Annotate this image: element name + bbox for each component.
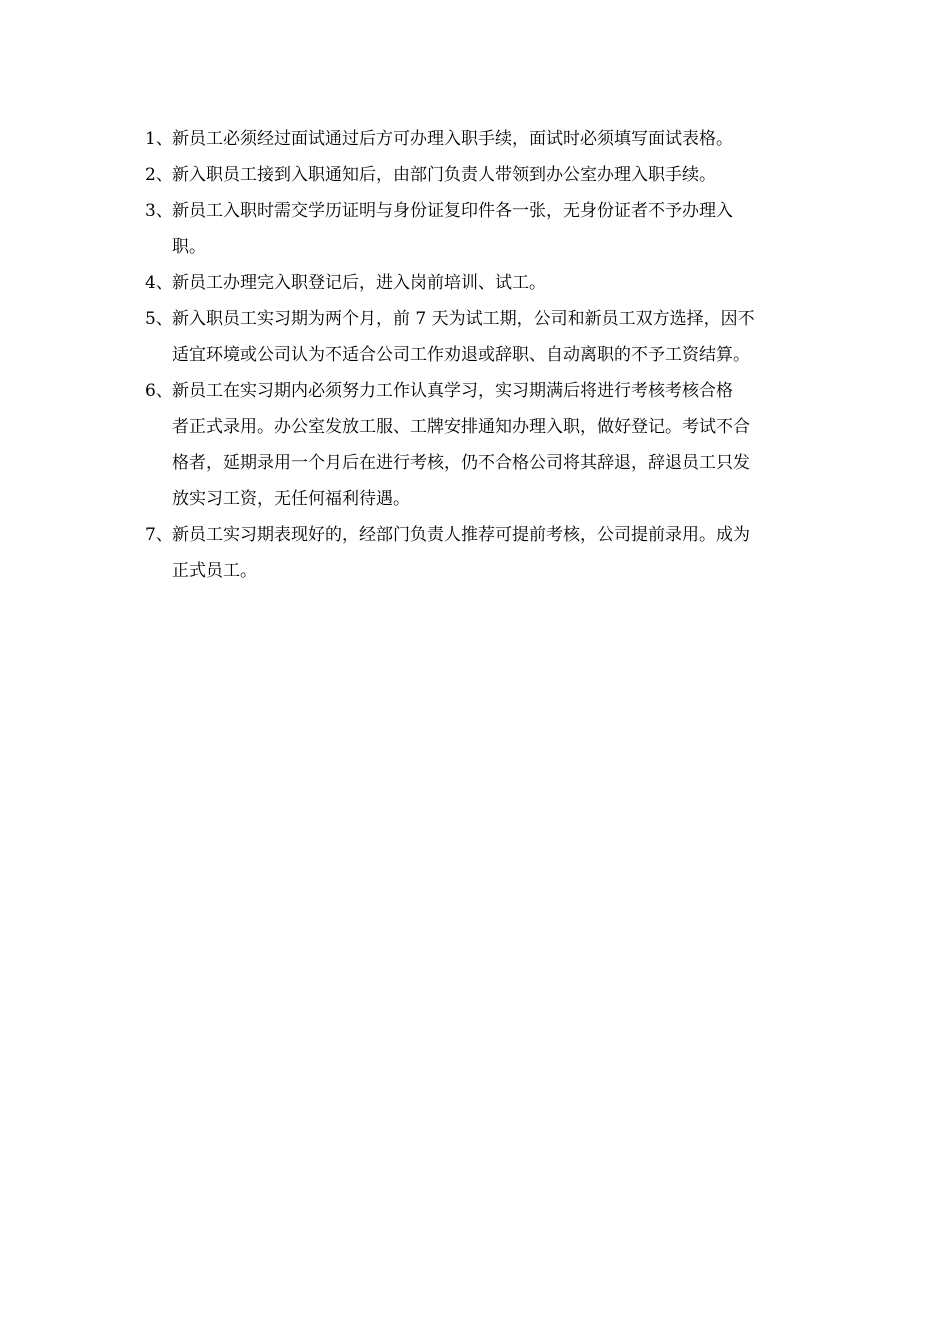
item-text-line: 新入职员工实习期为两个月，前 7 天为试工期，公司和新员工双方选择，因不	[172, 309, 755, 329]
item-text-line: 新员工实习期表现好的，经部门负责人推荐可提前考核，公司提前录用。成为	[172, 525, 750, 545]
item-text-line: 新员工办理完入职登记后，进入岗前培训、试工。	[172, 273, 546, 293]
list-item	[145, 265, 815, 301]
item-text-line: 新入职员工接到入职通知后，由部门负责人带领到办公室办理入职手续。	[172, 165, 716, 185]
item-number: 3、	[145, 201, 173, 221]
item-number: 1、	[145, 129, 173, 149]
item-text	[172, 373, 815, 517]
item-text-line: 正式员工。	[172, 561, 257, 581]
item-number: 2、	[145, 165, 173, 185]
item-number: 6、	[145, 381, 173, 401]
item-text-line: 新员工入职时需交学历证明与身份证复印件各一张，无身份证者不予办理入	[172, 201, 733, 221]
list-item	[145, 301, 815, 373]
item-text-line: 新员工在实习期内必须努力工作认真学习，实习期满后将进行考核考核合格	[172, 381, 733, 401]
item-text-line: 者正式录用。办公室发放工服、工牌安排通知办理入职，做好登记。考试不合	[172, 417, 750, 437]
item-text-line: 职。	[172, 237, 206, 257]
onboarding-rules-list	[145, 121, 815, 589]
item-text	[172, 193, 815, 265]
item-text	[172, 157, 815, 193]
list-item	[145, 373, 815, 517]
item-text-line: 适宜环境或公司认为不适合公司工作劝退或辞职、自动离职的不予工资结算。	[172, 345, 750, 365]
item-text-line: 放实习工资，无任何福利待遇。	[172, 489, 410, 509]
item-text	[172, 517, 815, 589]
item-text	[172, 301, 815, 373]
item-text-line: 新员工必须经过面试通过后方可办理入职手续，面试时必须填写面试表格。	[172, 129, 733, 149]
item-text	[172, 121, 815, 157]
item-number: 5、	[145, 309, 173, 329]
list-item	[145, 121, 815, 157]
item-text	[172, 265, 815, 301]
list-item	[145, 517, 815, 589]
list-item	[145, 157, 815, 193]
item-number: 7、	[145, 525, 173, 545]
list-item	[145, 193, 815, 265]
item-text-line: 格者，延期录用一个月后在进行考核，仍不合格公司将其辞退，辞退员工只发	[172, 453, 750, 473]
item-number: 4、	[145, 273, 173, 293]
